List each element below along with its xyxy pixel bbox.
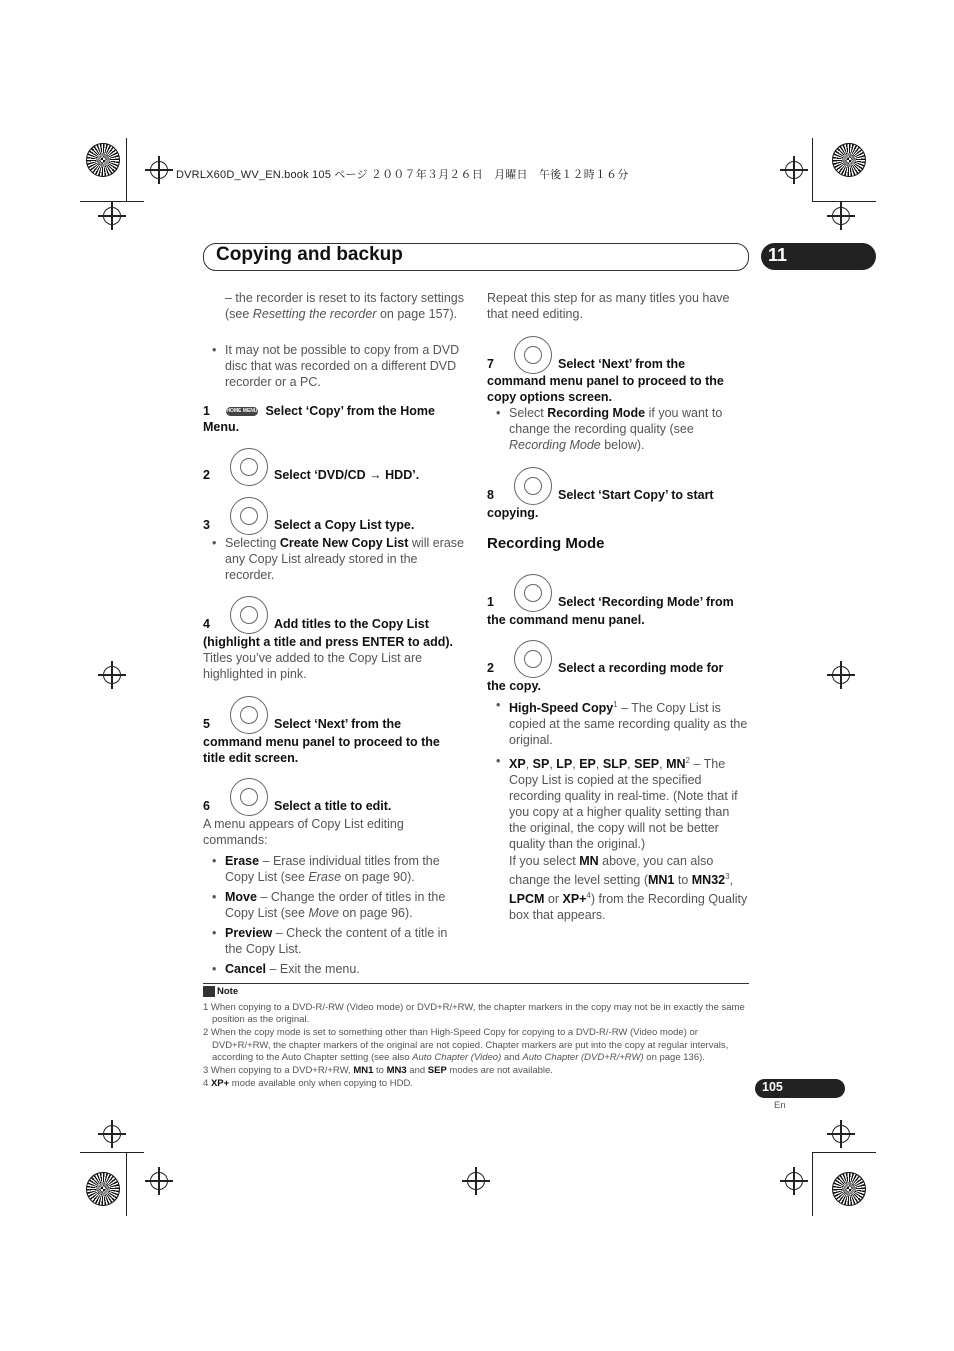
step-4-continued: (highlight a title and press ENTER to add). — [203, 635, 454, 649]
step-8: 8 Select ‘Start Copy’ to start — [487, 488, 714, 502]
crop-mark — [812, 1152, 813, 1216]
step-3: 3 Select a Copy List type. — [203, 518, 415, 532]
step-6: 6 Select a title to edit. — [203, 799, 392, 813]
crosshair-mark — [832, 1125, 850, 1143]
section-title: Recording Mode — [487, 535, 605, 552]
crop-mark — [812, 201, 876, 202]
step-6-description: A menu appears of Copy List editing commands: — [203, 817, 404, 847]
crop-mark — [126, 1152, 127, 1216]
crop-mark — [80, 201, 144, 202]
footnote-2: 2 When the copy mode is set to something other than High-Speed Copy for copying to a DVD-R/-RW (Video mode) or DVD+R/+RW, the chapter markers of the original are not copied. Chapter markers are put into the copy at regular intervals, according to the Auto Chapter setting (see also Auto Chapter (Video) and Auto Chapter (DVD+R/+RW) on page 136). — [203, 1027, 729, 1064]
registration-target-top-right — [832, 143, 866, 177]
page-title: Copying and backup — [216, 244, 403, 265]
print-info: DVRLX60D_WV_EN.book 105 ページ ２００７年３月２６日 月曜日 午後１２時１６分 — [176, 169, 629, 181]
step-7-continued: command menu panel to proceed to the copy options screen. — [487, 374, 724, 404]
mn-level-paragraph: If you select MN above, you can also change the level setting (MN1 to $MN32^3$, LPCM or XP+$^4$) from the Recording Quality box that appears. — [509, 854, 748, 923]
crosshair-mark — [150, 161, 168, 179]
crosshair-mark — [785, 161, 803, 179]
chapter-number: 11 — [768, 245, 788, 265]
step-4: 4 Add titles to the Copy List — [203, 617, 429, 631]
crosshair-mark — [467, 1172, 485, 1190]
note-label: Note — [217, 986, 239, 998]
repeat-text: Repeat this step for as many titles you have that need editing. — [487, 291, 730, 321]
step-7: 7 Select ‘Next’ from the — [487, 357, 686, 371]
step-8-continued: copying. — [487, 506, 539, 520]
crop-mark — [126, 138, 127, 202]
rec-step-2-continued: the copy. — [487, 679, 541, 693]
registration-target-bottom-right — [832, 1172, 866, 1206]
crosshair-mark — [103, 207, 121, 225]
page-number: 105 — [762, 1080, 783, 1094]
bullet-preview: • Preview – Check the content of a title in the Copy List. — [203, 925, 465, 957]
step-4-description: Titles you’ve added to the Copy List are highlighted in pink. — [203, 651, 423, 681]
bullet-recording-modes: • XP, SP, LP, EP, SLP, SEP, $MN^2$ – The Copy List is copied at the specified recording quality in real-time. (Note that if you copy at a higher quality setting than the original, the copy will not be better quality than the original.) — [487, 753, 749, 852]
rec-step-1-continued: the command menu panel. — [487, 613, 645, 627]
footnote-3: 3 When copying to a DVD+R/+RW, MN1 to MN3 and SEP modes are not available. — [203, 1065, 553, 1077]
note-icon — [203, 986, 215, 997]
rec-step-1: 1 Select ‘Recording Mode’ from — [487, 595, 734, 609]
rec-step-2: 2 Select a recording mode for — [487, 661, 724, 675]
crop-mark — [80, 1152, 144, 1153]
bullet-item: • It may not be possible to copy from a DVD disc that was recorded on a different DVD recorder or a PC. — [203, 342, 465, 390]
continued-bullet: – the recorder is reset to its factory settings (see Resetting the recorder on page 157). — [225, 291, 464, 321]
crosshair-mark — [150, 1172, 168, 1190]
step-5-continued: command menu panel to proceed to the title edit screen. — [203, 735, 440, 765]
step-5: 5 Select ‘Next’ from the — [203, 717, 402, 731]
footnote-1: 1 When copying to a DVD-R/-RW (Video mode) or DVD+R/+RW, the chapter markers in the copy may not be in exactly the same position as the original. — [203, 1001, 745, 1026]
footnote-4: 4 XP+ mode available only when copying to HDD. — [203, 1078, 413, 1090]
crop-mark — [812, 1152, 876, 1153]
bullet-item: • Selecting Create New Copy List will erase any Copy List already stored in the recorder. — [203, 535, 465, 583]
home-menu-button-icon: HOME MENU — [226, 408, 258, 415]
crosshair-mark — [832, 666, 850, 684]
footnotes — [203, 986, 751, 1091]
step-2: 2 Select ‘DVD/CD → HDD’. — [203, 468, 420, 482]
crosshair-mark — [103, 1125, 121, 1143]
crosshair-mark — [785, 1172, 803, 1190]
page-language: En — [774, 1100, 786, 1111]
crop-mark — [812, 138, 813, 202]
bullet-high-speed-copy: • High-Speed Copy$^1$ – The Copy List is copied at the same recording quality as the original. — [487, 697, 749, 748]
step-1: 1 HOME MENU Select ‘Copy’ from the Home Menu. — [203, 404, 435, 434]
crosshair-mark — [103, 666, 121, 684]
registration-target-top-left — [86, 143, 120, 177]
registration-target-bottom-left — [86, 1172, 120, 1206]
bullet-item: • Select Recording Mode if you want to change the recording quality (see Recording Mode below). — [487, 405, 749, 453]
bullet-move: • Move – Change the order of titles in the Copy List (see Move on page 96). — [203, 889, 465, 921]
crosshair-mark — [832, 207, 850, 225]
note-divider — [203, 983, 749, 984]
bullet-erase: • Erase – Erase individual titles from the Copy List (see Erase on page 90). — [203, 853, 465, 885]
bullet-cancel: • Cancel – Exit the menu. — [203, 961, 465, 977]
